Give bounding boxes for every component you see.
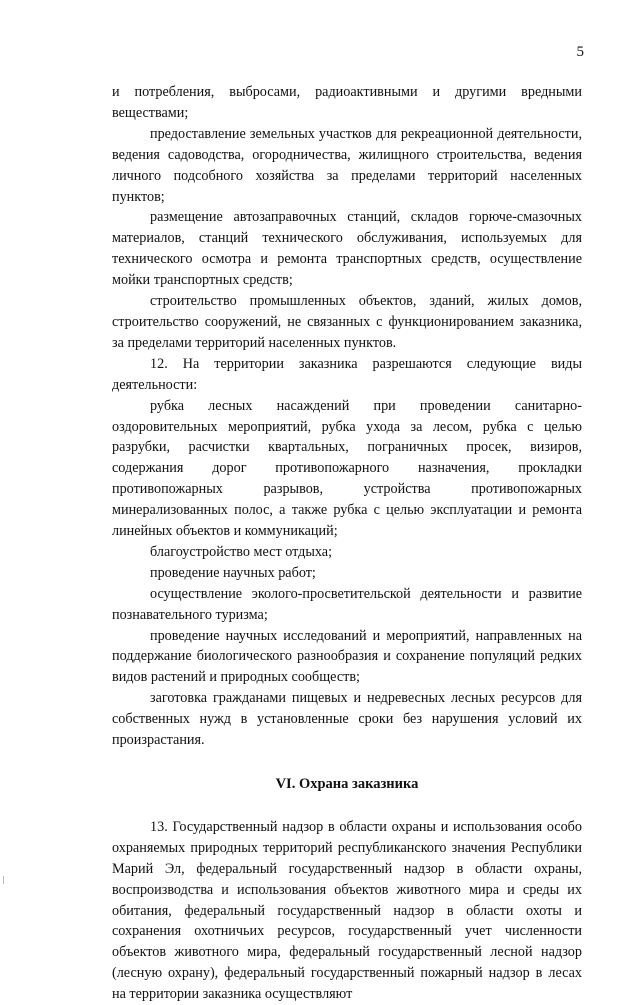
paragraph-allowed-recreation: благоустройство мест отдыха; <box>150 543 333 560</box>
paragraph-allowed-eco-education: осуществление эколого-просветительской деятельности и развитие познавательного туризма; <box>112 585 582 623</box>
section-heading: VI. Охрана заказника <box>275 776 419 792</box>
paragraph-allowed-research-works: проведение научных работ; <box>150 564 316 581</box>
paragraph-prohibition-fuel-stations: размещение автозаправочных станций, складов горюче-смазочных материалов, станций технического обслуживания, используемых для технического осмотра и ремонта транспортных средств, осуществление мойки транспортных средств; <box>112 209 582 289</box>
page-number: 5 <box>576 44 584 60</box>
scan-edge-mark <box>3 876 7 884</box>
paragraph-allowed-logging: рубка лесных насаждений при проведении санитарно-оздоровительных мероприятий, рубка ухода за лесом, рубка с целью разрубки, расчистки квартальных, пограничных просек, визиров, содержания дорог противопожарного назначения, прокладки противопожарных разрывов, устройства противопожарных минерализованных полос, а также рубка с целью эксплуатации и ремонта линейных объектов и коммуникаций; <box>112 397 582 540</box>
paragraph-item-13: 13. Государственный надзор в области охраны и использования особо охраняемых природных территорий республиканского значения Республики Марий Эл, федеральный государственный надзор в области охраны, воспроизводства и использования объектов животного мира и среды их обитания, федеральный государственный надзор в области охоты и сохранения охотничьих ресурсов, государственный учет численности объектов животного мира, федеральный государственный лесной надзор (лесную охрану), федеральный государственный пожарный надзор в лесах на территории заказника осуществляют <box>112 818 582 1003</box>
paragraph-allowed-harvesting: заготовка гражданами пищевых и недревесных лесных ресурсов для собственных нужд в установленные сроки без нарушения условий их произрастания. <box>112 690 582 749</box>
paragraph-prohibition-land-provision: предоставление земельных участков для рекреационной деятельности, ведения садоводства, огородничества, жилищного строительства, ведения личного подсобного хозяйства за пределами территорий населенных пунктов; <box>112 125 582 205</box>
document-body <box>112 82 582 1005</box>
paragraph-prohibition-construction: строительство промышленных объектов, зданий, жилых домов, строительство сооружений, не связанных с функционированием заказника, за пределами территорий населенных пунктов. <box>112 293 582 351</box>
paragraph-continuation: и потребления, выбросами, радиоактивными и другими вредными веществами; <box>112 84 582 121</box>
paragraph-item-12: 12. На территории заказника разрешаются следующие виды деятельности: <box>112 355 582 393</box>
paragraph-allowed-biodiversity: проведение научных исследований и мероприятий, направленных на поддержание биологического разнообразия и сохранение популяций редких видов растений и природных сообществ; <box>112 627 582 686</box>
